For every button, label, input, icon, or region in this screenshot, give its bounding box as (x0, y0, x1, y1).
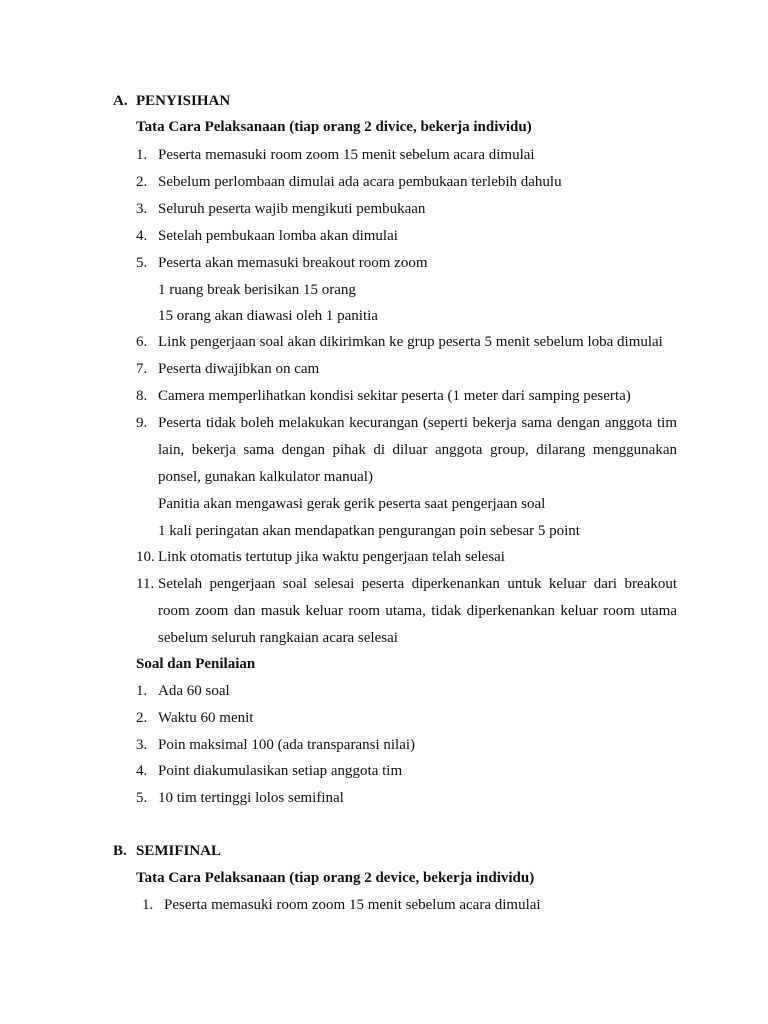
list-item-number: 11. (136, 576, 155, 592)
list-item-number: 3. (136, 737, 148, 753)
section-a-heading (113, 93, 230, 110)
list-item-number: 6. (136, 334, 148, 350)
section-a-scoring-heading: Soal dan Penilaian (136, 656, 256, 672)
list-item-text: Link otomatis tertutup jika waktu pengerjaan telah selesai (158, 549, 505, 565)
list-item-text: Ada 60 soal (158, 683, 230, 699)
list-item-number: 1. (136, 683, 148, 699)
list-item-text: Peserta memasuki room zoom 15 menit sebelum acara dimulai (164, 897, 541, 913)
list-item-text: Camera memperlihatkan kondisi sekitar peserta (1 meter dari samping peserta) (158, 388, 631, 404)
list-item (136, 250, 677, 277)
item-note: Panitia akan mengawasi gerak gerik peserta saat pengerjaan soal (158, 496, 546, 512)
list-item (136, 142, 677, 169)
list-item-text: Peserta tidak boleh melakukan kecurangan (seperti bekerja sama dengan anggota tim lain, bekerja sama dengan pihak di diluar anggota group, dilarang menggunakan ponsel, gunakan kalkulator manual) (158, 415, 677, 485)
section-a-letter: A. (113, 93, 128, 109)
list-item-text: Waktu 60 menit (158, 710, 254, 726)
list-item-number: 9. (136, 415, 148, 431)
item-note: 15 orang akan diawasi oleh 1 panitia (158, 308, 378, 324)
list-item-number: 5. (136, 255, 148, 271)
list-item-number: 2. (136, 710, 148, 726)
list-item (136, 544, 677, 571)
list-item-text: Poin maksimal 100 (ada transparansi nilai) (158, 737, 416, 753)
list-item-number: 5. (136, 790, 148, 806)
list-item-number: 4. (136, 228, 148, 244)
section-b-title: SEMIFINAL (136, 843, 222, 859)
list-item-text: Sebelum perlombaan dimulai ada acara pembukaan terlebih dahulu (158, 174, 562, 190)
list-item-number: 3. (136, 201, 148, 217)
section-b-heading (113, 843, 221, 860)
list-item (136, 410, 677, 490)
list-item-number: 7. (136, 361, 148, 377)
list-item (136, 571, 677, 651)
list-item (136, 705, 677, 732)
list-item (136, 383, 677, 410)
section-a-title: PENYISIHAN (136, 93, 231, 109)
list-item-text: Peserta diwajibkan on cam (158, 361, 320, 377)
list-item (136, 732, 677, 759)
list-item (136, 223, 677, 250)
list-item (136, 329, 677, 356)
list-item-number: 8. (136, 388, 148, 404)
list-item (136, 356, 677, 383)
item-note: 1 ruang break berisikan 15 orang (158, 282, 356, 298)
list-item-text: Setelah pengerjaan soal selesai peserta diperkenankan untuk keluar dari breakout room zoom dan masuk keluar room utama, tidak diperkenankan keluar room utama sebelum seluruh rangkaian acara selesai (158, 576, 677, 646)
list-item-number: 1. (136, 147, 148, 163)
list-item (136, 169, 677, 196)
list-item-number: 4. (136, 763, 148, 779)
list-item-text: Peserta akan memasuki breakout room zoom (158, 255, 428, 271)
list-item (136, 196, 677, 223)
list-item-text: Seluruh peserta wajib mengikuti pembukaan (158, 201, 426, 217)
list-item (136, 892, 677, 919)
list-item-number: 10. (136, 549, 155, 565)
item-note: 1 kali peringatan akan mendapatkan pengurangan poin sebesar 5 point (158, 523, 580, 539)
section-a-procedure-heading: Tata Cara Pelaksanaan (tiap orang 2 divice, bekerja individu) (136, 119, 532, 135)
section-b-procedure-heading: Tata Cara Pelaksanaan (tiap orang 2 device, bekerja individu) (136, 870, 535, 886)
list-item-text: Setelah pembukaan lomba akan dimulai (158, 228, 398, 244)
list-item (136, 758, 677, 785)
list-item-number: 1. (142, 897, 154, 913)
list-item-text: 10 tim tertinggi lolos semifinal (158, 790, 344, 806)
list-item-number: 2. (136, 174, 148, 190)
list-item (136, 785, 677, 812)
list-item-text: Point diakumulasikan setiap anggota tim (158, 763, 403, 779)
list-item (136, 678, 677, 705)
section-b-letter: B. (113, 843, 127, 859)
list-item-text: Peserta memasuki room zoom 15 menit sebelum acara dimulai (158, 147, 535, 163)
list-item-text: Link pengerjaan soal akan dikirimkan ke grup peserta 5 menit sebelum loba dimulai (158, 334, 663, 350)
